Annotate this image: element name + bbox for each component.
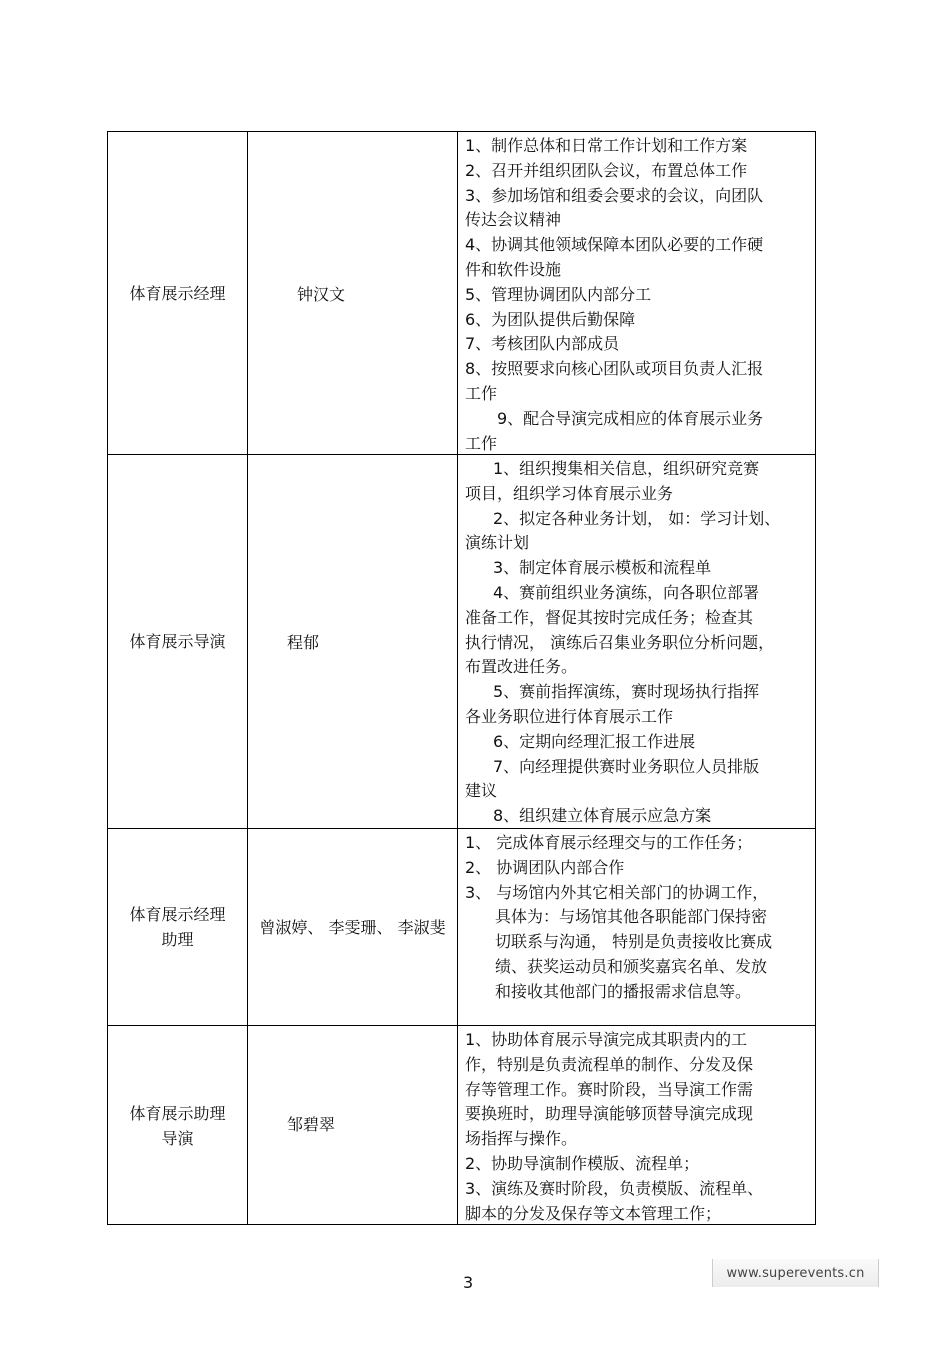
duty-line: 切联系与沟通， 特别是负责接收比赛成 xyxy=(495,932,773,952)
duty-line: 各业务职位进行体育展示工作 xyxy=(465,706,674,726)
name-cell xyxy=(248,1026,458,1225)
duty-line: 7、向经理提供赛时业务职位人员排版 xyxy=(493,756,760,776)
duty-line: 1、组织搜集相关信息，组织研究竞赛 xyxy=(493,459,760,478)
duty-line: 8、按照要求向核心团队或项目负责人汇报 xyxy=(465,359,764,379)
duty-cell xyxy=(458,829,815,1025)
duties-table xyxy=(107,131,816,1225)
person-name: 程郁 xyxy=(287,633,320,652)
role-label: 体育展示导演 xyxy=(129,632,226,651)
duty-line: 7、考核团队内部成员 xyxy=(465,334,620,354)
duty-line: 4、赛前组织业务演练，向各职位部署 xyxy=(493,582,760,602)
duty-line: 5、管理协调团队内部分工 xyxy=(465,284,652,304)
duty-line: 3、演练及赛时阶段，负责模版、流程单、 xyxy=(465,1178,764,1198)
person-name: 钟汉文 xyxy=(297,285,346,304)
duty-line: 9、配合导演完成相应的体育展示业务 xyxy=(497,408,764,428)
duty-line: 场指挥与操作。 xyxy=(465,1129,578,1149)
duty-line: 1、协助体育展示导演完成其职责内的工 xyxy=(465,1030,748,1049)
duty-line: 3、制定体育展示模板和流程单 xyxy=(493,558,712,578)
role-cell xyxy=(108,829,248,1025)
person-name: 曾淑婷、 李雯珊、 李淑斐 xyxy=(259,917,446,937)
role-label: 助理 xyxy=(161,930,194,949)
table-row xyxy=(108,132,815,455)
duty-line: 具体为：与场馆其他各职能部门保持密 xyxy=(495,907,768,927)
page-number: 3 xyxy=(463,1273,474,1292)
name-cell xyxy=(248,455,458,828)
duty-line: 件和软件设施 xyxy=(465,259,562,279)
role-cell xyxy=(108,132,248,454)
table-row xyxy=(108,829,815,1026)
duty-line: 绩、获奖运动员和颁奖嘉宾名单、发放 xyxy=(495,956,768,976)
duty-line: 要换班时，助理导演能够顶替导演完成现 xyxy=(465,1104,754,1124)
table-row xyxy=(108,1026,815,1225)
duty-line: 演练计划 xyxy=(465,533,530,553)
duty-line: 4、协调其他领域保障本团队必要的工作硬 xyxy=(465,235,764,255)
role-label: 体育展示经理 xyxy=(129,283,226,303)
role-label: 导演 xyxy=(161,1128,194,1148)
duty-line: 2、召开并组织团队会议，布置总体工作 xyxy=(465,160,748,180)
duty-line: 6、定期向经理汇报工作进展 xyxy=(493,731,696,751)
duty-line: 作，特别是负责流程单的制作、分发及保 xyxy=(465,1054,754,1074)
person-name: 邹碧翠 xyxy=(287,1115,336,1134)
watermark-logo: www.superevents.cn xyxy=(712,1259,879,1287)
duty-line: 工作 xyxy=(465,383,498,403)
duty-cell xyxy=(458,132,815,454)
table-row xyxy=(108,455,815,829)
role-cell xyxy=(108,1026,248,1225)
duty-line: 2、 协调团队内部合作 xyxy=(465,857,625,877)
duty-line: 5、赛前指挥演练，赛时现场执行指挥 xyxy=(493,682,760,702)
name-cell xyxy=(248,132,458,454)
duty-line: 传达会议精神 xyxy=(465,210,562,230)
role-label: 体育展示助理 xyxy=(129,1103,226,1123)
duty-line: 建议 xyxy=(465,781,498,801)
role-label: 体育展示经理 xyxy=(129,905,226,924)
duty-line: 3、 与场馆内外其它相关部门的协调工作， xyxy=(465,882,769,902)
duty-line: 8、组织建立体育展示应急方案 xyxy=(493,806,712,826)
duty-line: 和接收其他部门的播报需求信息等。 xyxy=(495,981,752,1001)
role-cell xyxy=(108,455,248,828)
duty-cell xyxy=(458,455,815,828)
duty-line: 2、协助导演制作模版、流程单； xyxy=(465,1153,700,1173)
duty-line: 3、参加场馆和组委会要求的会议，向团队 xyxy=(465,185,764,205)
duty-line: 准备工作，督促其按时完成任务；检查其 xyxy=(465,607,754,627)
duty-line: 1、制作总体和日常工作计划和工作方案 xyxy=(465,136,748,155)
duty-line: 工作 xyxy=(465,433,498,453)
duty-line: 执行情况， 演练后召集业务职位分析问题， xyxy=(465,632,775,652)
duty-line: 存等管理工作。赛时阶段，当导演工作需 xyxy=(465,1079,754,1099)
duty-line: 脚本的分发及保存等文本管理工作； xyxy=(465,1203,722,1223)
name-cell xyxy=(248,829,458,1025)
duty-line: 项目，组织学习体育展示业务 xyxy=(465,483,674,503)
duty-line: 1、 完成体育展示经理交与的工作任务； xyxy=(465,833,753,852)
duty-line: 布置改进任务。 xyxy=(465,657,578,677)
duty-line: 2、拟定各种业务计划， 如：学习计划、 xyxy=(493,508,781,528)
duty-line: 6、为团队提供后勤保障 xyxy=(465,309,636,329)
duty-cell xyxy=(458,1026,815,1225)
